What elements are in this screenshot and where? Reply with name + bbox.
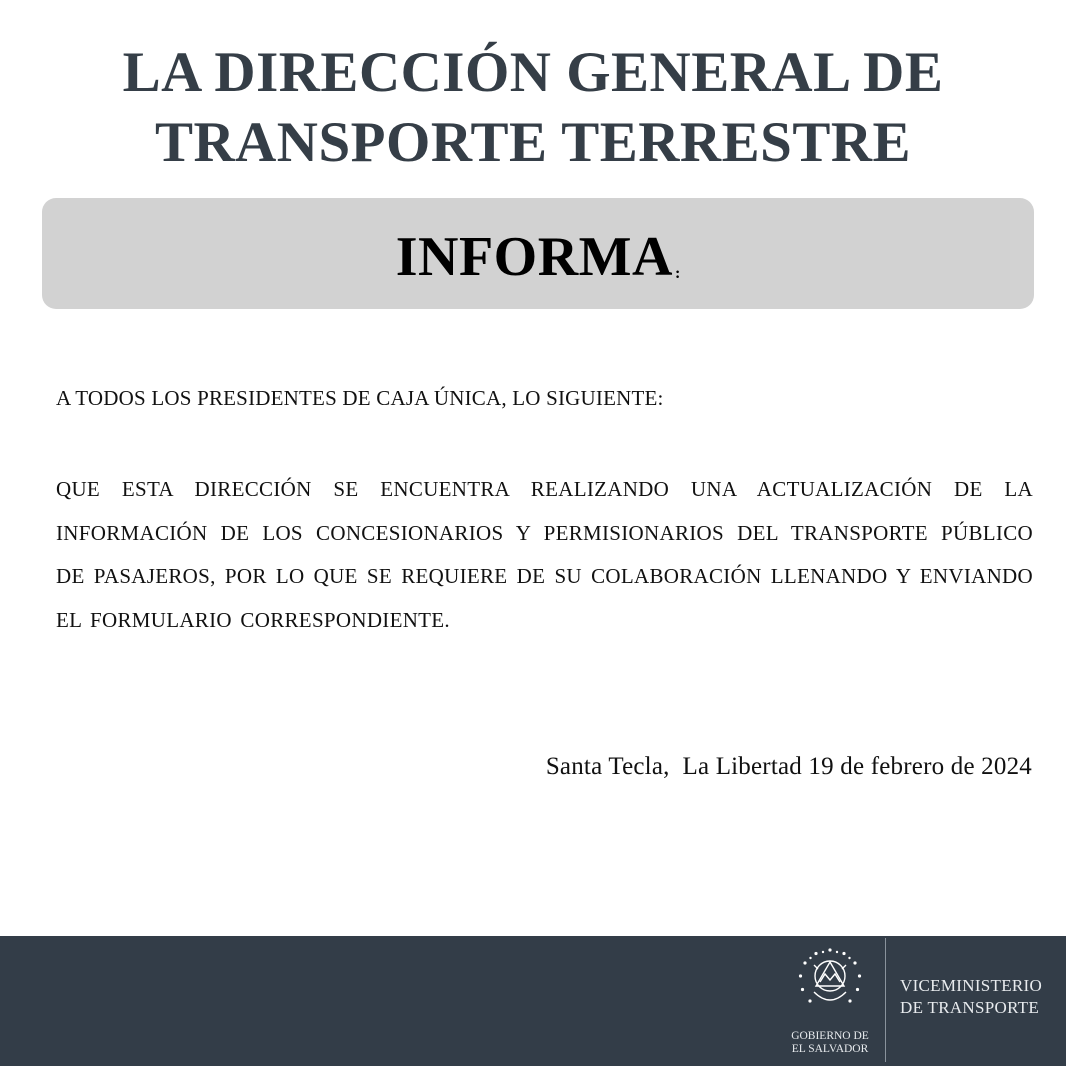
seal-emblem bbox=[814, 961, 846, 1000]
page-title bbox=[0, 38, 1066, 178]
informa-heading: INFORMA bbox=[395, 225, 673, 288]
title-line-1: LA DIRECCIÓN GENERAL DE bbox=[122, 41, 944, 104]
informa-colon: : bbox=[674, 264, 681, 282]
gov-line-2: EL SALVADOR bbox=[791, 1043, 869, 1055]
notice-body: QUE ESTA DIRECCIÓN SE ENCUENTRA REALIZANDO UNA ACTUALIZACIÓN DE LA INFORMACIÓN DE LOS CONCESIONARIOS Y PERMISIONARIOS DEL TRANSPORTE PÚBLICO DE PASAJEROS, POR LO QUE SE REQUIERE DE SU COLABORACIÓN LLENANDO Y ENVIANDO EL FORMULARIO CORRESPONDIENTE. bbox=[56, 477, 1033, 632]
viceministerio-label bbox=[900, 975, 1042, 1019]
footer-divider bbox=[885, 938, 886, 1062]
vice-line-1: VICEMINISTERIO bbox=[900, 976, 1043, 995]
place-date: Santa Tecla, La Libertad 19 de febrero de 2024 bbox=[545, 753, 1032, 780]
salutation-text: A TODOS LOS PRESIDENTES DE CAJA ÚNICA, LO SIGUIENTE: bbox=[56, 386, 664, 410]
title-line-2: TRANSPORTE TERRESTRE bbox=[154, 111, 912, 174]
vice-line-2: DE TRANSPORTE bbox=[900, 998, 1040, 1017]
gobierno-label bbox=[781, 1030, 879, 1056]
seal-stars bbox=[799, 948, 861, 1002]
el-salvador-coat-of-arms-icon bbox=[794, 944, 866, 1016]
informa-banner bbox=[42, 198, 1034, 309]
gov-line-1: GOBIERNO DE bbox=[791, 1030, 869, 1042]
